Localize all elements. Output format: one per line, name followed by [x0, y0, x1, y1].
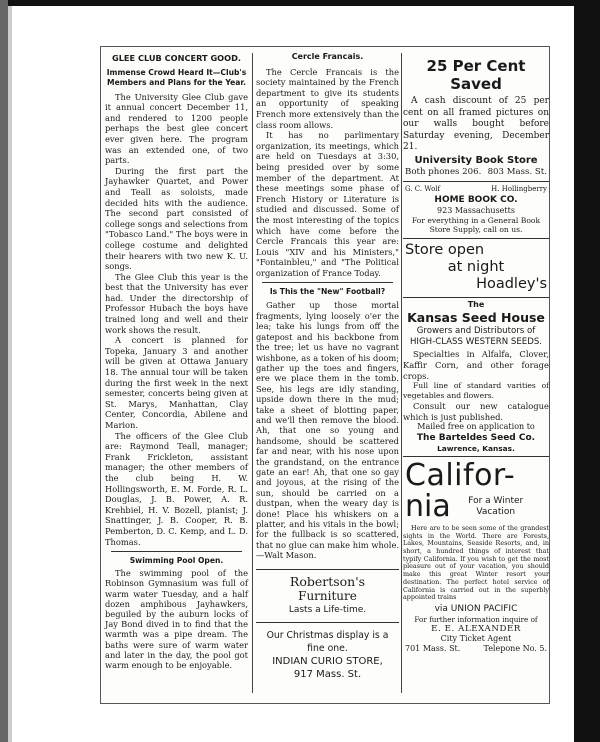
glee-paragraph: A concert is planned for Topeka, January 3 and another will be given at Ottawa January 18. The annual tour will be taken during the first week in the next semester, concerts being given at St. Marys, Manhattan, Clay Center, Concordia, Abilene and Marion.	[105, 335, 248, 430]
scan-edge-inner	[8, 6, 12, 742]
california-info: For further information inquire of	[414, 615, 538, 624]
union-pacific: via UNION PACIFIC	[434, 604, 518, 614]
agent-contact	[403, 644, 549, 654]
divider	[262, 282, 393, 283]
seed-city: Lawrence, Kansas.	[437, 443, 515, 453]
home-owner-right: H. Hollingberry	[491, 184, 547, 193]
california-text: Here are to be seen some of the grandest sights in the World. There are Forests, Lakes, Mountains, Seaside Resorts, and, in short, a hundred things of interest that typify California. If you wish to get the most pleasure out of your vacation, you should make this great Winter resort your destination. The perfect hotel service of California is carried out in the superbly appointed trains	[403, 523, 549, 602]
swimming-text: The swimming pool of the Robinson Gymnasium was full of warm water Tuesday, and a half dozen amphibous Jayhawkers, beguiled by the auburn locks of Jay Bond dived in to find that the warmth was a pipe dream. The baths were sure of warm water and later in the day, the pool got warm enough to be enjoyable.	[105, 568, 248, 670]
glee-paragraph: The University Glee Club gave it annual concert December 11, and rendered to 1200 people perhaps the best glee concert ever given here. The program was an extended one, of two parts.	[105, 91, 248, 166]
california-row	[403, 488, 549, 524]
swimming-title: Swimming Pool Open.	[129, 556, 224, 566]
seed-the: The	[467, 299, 485, 309]
scan-edge-top	[0, 0, 600, 6]
left-column	[105, 51, 248, 670]
football-title: Is This the "New" Football?	[269, 287, 386, 297]
home-owner-left: G. C. Wolf	[405, 184, 441, 193]
glee-club-subtitle: Immense Crowd Heard It—Club's Members and Plans for the Year.	[106, 67, 247, 87]
curio-line-2: fine one.	[307, 642, 348, 654]
divider	[403, 297, 549, 298]
home-text: For everything in a General Book Store Supply, call on us.	[411, 215, 541, 235]
agent-title: City Ticket Agent	[440, 634, 512, 643]
california-word-1: Califor-	[405, 457, 516, 493]
divider	[111, 551, 242, 552]
saved-headline-1: 25 Per Cent	[426, 57, 526, 75]
seed-fullline: Full line of standard varities of vegetables and flowers.	[403, 381, 549, 401]
agent-address: 701 Mass. St.	[405, 643, 461, 653]
curio-line-1: Our Christmas display is a	[266, 629, 389, 641]
robertson-name: Robertson's	[289, 573, 366, 589]
bookstore-address: 803 Mass. St.	[487, 166, 547, 177]
right-column	[403, 51, 549, 654]
column-rule	[252, 53, 253, 693]
curio-ad	[256, 629, 399, 681]
saved-headline-2: Saved	[450, 75, 502, 93]
hoadley-line-3: Hoadley's	[476, 275, 547, 292]
home-owners	[403, 185, 549, 194]
bookstore-phone: Both phones 206.	[405, 166, 482, 177]
glee-club-title: GLEE CLUB CONCERT GOOD.	[112, 53, 241, 63]
robertson-ad	[256, 569, 399, 623]
seed-catalogue: Consult our new catalogue which is just published.	[403, 401, 549, 422]
divider	[403, 238, 549, 239]
home-address: 923 Massachusetts	[437, 205, 515, 215]
hoadley-line-1: Store open	[405, 241, 485, 258]
robertson-tagline: Lasts a Life-time.	[288, 604, 367, 615]
saved-text: A cash discount of 25 per cent on all framed pictures on our walls bought before Saturday evening, December 21.	[403, 96, 549, 153]
divider	[403, 181, 549, 182]
seed-desc: Growers and Distributors of HIGH-CLASS WESTERN SEEDS.	[409, 325, 543, 347]
agent-name: E. E. ALEXANDER	[431, 624, 521, 634]
divider	[403, 456, 549, 457]
glee-paragraph: The Glee Club this year is the best that the University has ever had. Under the directorship of Professor Hubach the boys have trained long and well and their work shows the result.	[105, 271, 248, 335]
bookstore-name: University Book Store	[414, 154, 538, 166]
bookstore-contact	[403, 167, 549, 178]
cercle-title: Cercle Francais.	[291, 52, 364, 61]
middle-column	[256, 51, 399, 681]
glee-paragraph: During the first part the Jayhawker Quartet, and Power and Teall as soloists, made decided hits with the audience. The second part consisted of college songs and selections from "Tobasco Land." The boys were in college costume and delighted their hearers with two new K. U. songs.	[105, 165, 248, 272]
agent-phone: Telepone No. 5.	[483, 643, 547, 653]
california-word-2: nia	[405, 488, 451, 524]
robertson-product: Furniture	[298, 588, 357, 603]
scan-edge-left	[0, 0, 8, 742]
seed-name: Kansas Seed House	[407, 309, 545, 325]
seed-company: The Barteldes Seed Co.	[416, 432, 536, 443]
california-for: For a Winter Vacation	[468, 495, 524, 517]
curio-address: 917 Mass. St.	[293, 668, 362, 680]
cercle-paragraph: It has no parlimentary organization, its meetings, which are held on Tuesdays at 3:30, being presided over by some member of the department. At these meetings some phase of French History or Literature is studied and discussed. Some of the most interesting of the topics which have come before the Cercle Francais this year are: Louis "XIV and his Ministers," "Fontainbleu," and "The Political organization of France Today.	[256, 130, 399, 278]
football-text: Gather up those mortal fragments, lying loosely o'er the lea; take his lungs from off the gatepost and his backbone from the tree; let us have no vagrant wishbone, as a token of his doom; gather up the toes and fingers, ere we place them in the tomb. See, his legs are idly standing, upside down there in the mud; take a sheet of blotting paper, and we'll then remove the blood. Ah, that one so young and handsome, should be scattered far and near, with his nose upon the grandstand, on the entrance gate an ear! Ah, that one so gay and joyous, at the rising of the sun, should be carried on a dustpan, when the weary day is done! Place his whiskers on a platter, and his vitals in the bowl; for the fullback is so scattered, that no glue can make him whole.—Walt Mason.	[256, 300, 399, 561]
seed-mailed: Mailed free on application to	[417, 421, 535, 431]
scan-edge-right	[574, 0, 600, 742]
curio-store: INDIAN CURIO STORE,	[272, 655, 383, 667]
hoadley-line-2: at night	[447, 258, 505, 275]
cercle-paragraph: The Cercle Francais is the society maintained by the French department to give its students an opportunity of speaking French more extensively than the class room allows.	[256, 66, 399, 130]
home-name: HOME BOOK CO.	[434, 194, 518, 205]
newspaper-page	[100, 46, 550, 704]
column-rule	[401, 53, 402, 693]
glee-paragraph: The officers of the Glee Club are: Raymond Teall, manager; Frank Frickleton, assistant manager; the other members of the club being H. W. Hollingsworth, E. M. Forde, R. L. Douglas, J. B. Power, A. R. Krehbiel, H. V. Bozell, pianist; J. Snattinger, J. B. Cooper, R. B. Pemberton, D. C. Kemp, and L. D. Thomas.	[105, 430, 248, 547]
seed-specialties: Specialties in Alfalfa, Clover, Kaffir Corn, and other forage crops.	[403, 349, 549, 381]
